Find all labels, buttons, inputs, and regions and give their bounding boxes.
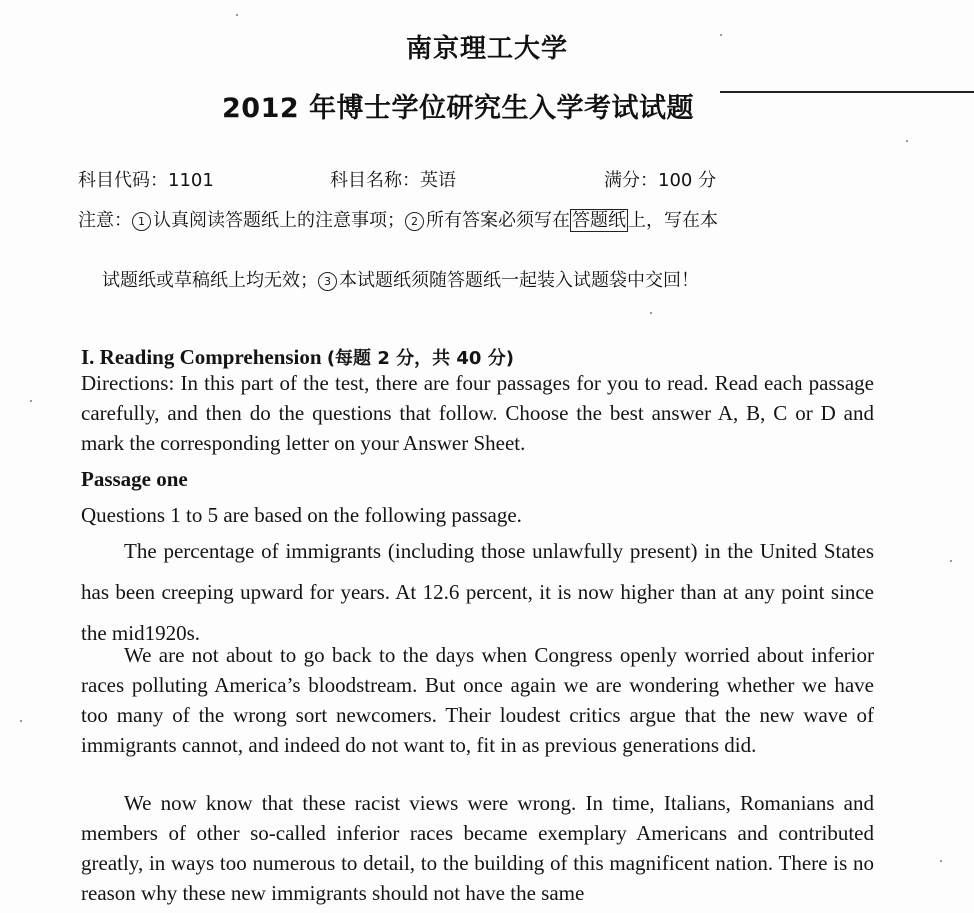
passage-paragraph: We now know that these racist views were wrong. In time, Italians, Romanians and members of other so-called inferior races became exemplary Americans and contributed greatly, in ways too numerous to detail, to the building of this magnificent nation. There is no reason why these new immigrants should not have the same <box>81 791 874 905</box>
subject-name: 科目名称：英语 <box>330 170 456 191</box>
scan-speck <box>30 400 32 402</box>
answer-sheet-boxed-term: 答题纸 <box>572 210 626 231</box>
notice-prefix: 注意： <box>78 210 132 231</box>
scan-speck <box>20 720 22 722</box>
notice-line-2 <box>102 266 699 292</box>
scan-speck <box>940 860 942 862</box>
notice-line-2-text: 试题纸或草稿纸上均无效； <box>102 270 318 291</box>
circled-number-2: 2 <box>405 212 424 231</box>
passage-paragraph: The percentage of immigrants (including those unlawfully present) in the United States has been creeping upward for years. At 12.6 percent, it is now higher than at any point since the mid1920s. <box>81 539 874 645</box>
scan-speck <box>720 34 722 36</box>
title-rule-line <box>720 91 974 93</box>
exam-title: 2012 年博士学位研究生入学考试试题 <box>222 93 695 124</box>
scan-speck <box>906 140 908 142</box>
directions-text: Directions: In this part of the test, there are four passages for you to read. Read each passage carefully, and then do the questions that follow. Choose the best answer A, B, C or D and mark the corresponding letter on your Answer Sheet. <box>81 371 874 455</box>
passage-paragraph: We are not about to go back to the days when Congress openly worried about inferior races polluting America’s bloodstream. But once again we are wondering whether we have too many of the wrong sort newcomers. Their loudest critics argue that the new wave of immigrants cannot, and indeed do not want to, fit in as previous generations did. <box>81 643 874 757</box>
notice-item-2-after: 上，写在本 <box>628 210 718 231</box>
passage-title: Passage one <box>81 467 188 491</box>
notice-item-2-before: 所有答案必须写在 <box>426 210 570 231</box>
circled-number-1: 1 <box>132 212 151 231</box>
subject-code: 科目代码：1101 <box>78 170 214 191</box>
scan-speck <box>650 312 652 314</box>
full-score: 满分：100 分 <box>604 170 717 191</box>
notice-item-3: 本试题纸须随答题纸一起装入试题袋中交回！ <box>339 270 699 291</box>
notice-line-1 <box>78 206 718 232</box>
exam-title-block <box>222 86 974 126</box>
questions-intro: Questions 1 to 5 are based on the following passage. <box>81 503 522 527</box>
school-name: 南京理工大学 <box>405 34 568 64</box>
section-heading-score: (每题 2 分，共 40 分) <box>326 348 514 369</box>
notice-item-1: 认真阅读答题纸上的注意事项； <box>153 210 405 231</box>
circled-number-3: 3 <box>318 272 337 291</box>
scan-speck <box>236 14 238 16</box>
scan-speck <box>950 560 952 562</box>
section-heading-title: I. Reading Comprehension <box>81 345 327 369</box>
